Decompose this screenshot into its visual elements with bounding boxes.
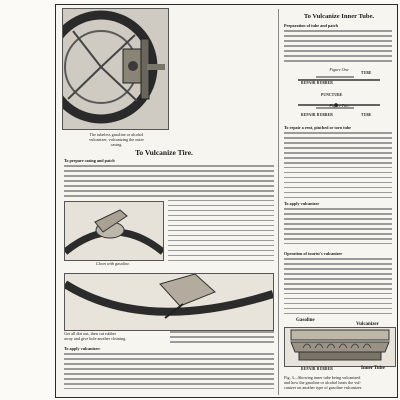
inner-tube-heading: To Vulcanize Inner Tube.: [303, 13, 375, 20]
tire-vulcanizer-illustration: [62, 8, 169, 130]
tourist-vulcanizer-lead: Operation of tourist's vulcanizer: [284, 251, 343, 256]
fig1-label-right: TUBE: [361, 71, 372, 75]
apply-lines-right: [170, 331, 274, 346]
clean-caption: Clean with gasoline.: [95, 261, 131, 266]
apply-tube-vulcanizer-lead: To apply vulcanizer: [284, 201, 320, 206]
cut-caption: Get all dirt out, then cut rubber away and give hole another cleaning.: [64, 331, 127, 341]
cleaning-illustration: [64, 201, 164, 261]
prep-lead: To prepare casing and patch: [64, 158, 115, 163]
cutting-illustration: [64, 273, 274, 331]
fig3-caption: Fig. 3—Showing inner tube being vulcanized and how the gasoline or alcohol heats the vul- canizer on another type of gasoline vulcanizer.: [284, 375, 363, 390]
vulcanizer-label: Vulcanizer: [356, 322, 379, 327]
column-divider: [278, 9, 279, 395]
apply-text: [64, 353, 274, 393]
vulcanize-tire-heading: To Vulcanize Tire.: [135, 148, 193, 157]
figure-two-title: Figure Two: [329, 103, 349, 108]
gasoline-label: Gasoline: [296, 318, 315, 323]
repair-text: [284, 132, 392, 202]
page-frame: [55, 4, 398, 398]
figure-one-title: Figure One: [329, 67, 349, 72]
fig2-label-top: PUNCTURE: [321, 93, 343, 97]
inner-tube-label: Inner Tube: [361, 366, 385, 371]
fig2-label-left: REPAIR RUBBER: [301, 113, 333, 117]
preparation-lead: Preparation of tube and patch: [284, 23, 338, 28]
preparation-text: [284, 30, 392, 65]
prep-text: [64, 165, 168, 200]
tire-vulcanizer-caption: The tubeless gasoline or alcohol vulcanizer, vulcanizing the outer casing.: [89, 132, 144, 147]
repair-tube-lead: To repair a rent, pinched or torn tube: [284, 125, 352, 130]
operation-text: [284, 258, 392, 318]
fig1-label-left: REPAIR RUBBER: [301, 81, 333, 85]
apply-tube-text: [284, 208, 392, 248]
prep-text-right: [168, 165, 274, 265]
repair-rubber-label: REPAIR RUBBER: [301, 367, 333, 371]
apply-vulcanizer-lead: To apply vulcanizer:: [64, 346, 101, 351]
fig2-label-right: TUBE: [361, 113, 372, 117]
inner-tube-vulcanizer-diagram: [284, 327, 396, 367]
